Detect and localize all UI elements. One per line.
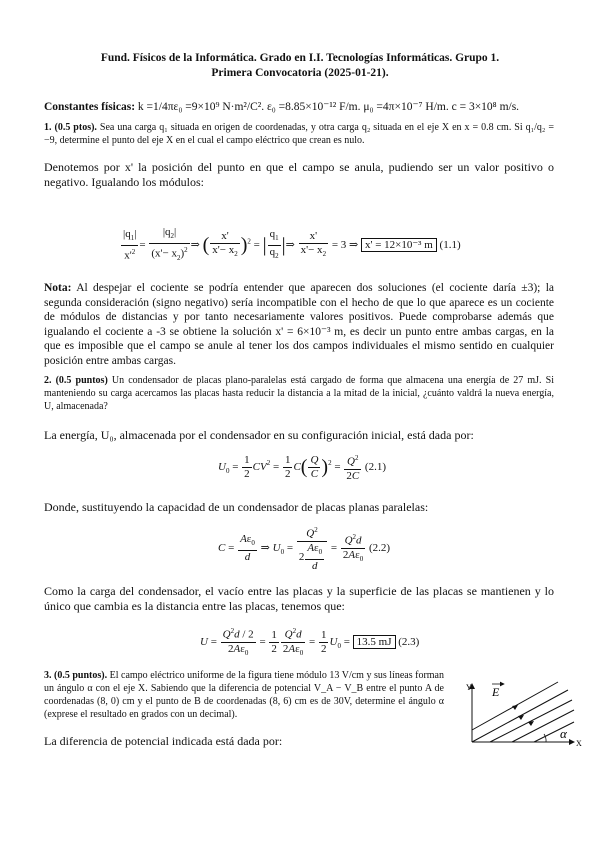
y-axis-label: Y [466, 683, 472, 692]
problem-1-note [44, 281, 554, 369]
equation-2-1: $U_0$ = $\frac{1}{2}$ $CV^2$ = $\frac{1}{2}$ C( $\frac{Q}{C}$ )$^2$ = $\frac{Q^2}{2C}$ (2.1) [218, 453, 386, 482]
problem-1-statement [44, 121, 554, 147]
problem-1-para: Denotemos por x' la posición del punto en que el campo se anula, pudiendo ser un valor positivo o negativo. Igualando los módulos: [44, 160, 554, 189]
problem-3-text: El campo eléctrico uniforme de la figura tiene módulo 13 V/cm y sus líneas forman un ángulo α con el eje X. Sabiendo que la diferencia de potencial V_A − V_B entre el punto A de coordenadas (8, 0) cm y el punto de B de coordenadas (8, 6) cm es de 30V, determine el ángulo α (exprese el resultado en grados con un decimal). [44, 670, 444, 720]
note-label: Nota: [44, 282, 72, 294]
equation-1-1-result: x' = 12×10⁻³ m [361, 238, 437, 252]
equation-1-1: $\frac{|q_1|}{x'^2}$ = $\frac{|q_2|}{(x'- x_2)^2}$ ⇒ ( $\frac{x'}{x'- x_2}$ )$^2$ = | $\frac{q_1}{q_2}$ |⇒ $\frac{x'}{x'- x_2}$ = 3 ⇒ x' = 12×10⁻³ m (1.1) [123, 226, 461, 263]
problem-2-para-1: La energía, U₀, almacenada por el condensador en su configuración inicial, está dada por: [44, 428, 474, 442]
problem-1-text: Sea una carga q₁ situada en origen de coordenadas, y otra carga q₂ situada en el eje X en x = 0.8 cm. Si q₁/q₂ = −9, determine el punto del eje X en el cual el campo eléctrico que crean es nulo. [44, 122, 555, 146]
problem-1-number: 1. (0.5 ptos). [44, 122, 97, 133]
field-arrowhead [518, 715, 524, 720]
problem-2-para-2: Donde, sustituyendo la capacidad de un condensador de placas planas paralelas: [44, 500, 429, 514]
angle-label: α [560, 726, 567, 741]
equation-2-1-tag: (2.1) [364, 460, 386, 473]
equation-2-3-result: 13.5 mJ [353, 635, 396, 649]
problem-2-number: 2. (0.5 puntos) [44, 375, 108, 386]
problem-3-para-1: La diferencia de potencial indicada está dada por: [44, 734, 283, 748]
constants-text: k =1/4πε₀ =9×10⁹ N·m²/C². ε₀ =8.85×10⁻¹² F/m. μ₀ =4π×10⁻⁷ H/m. c = 3×10⁸ m/s. [137, 101, 520, 113]
problem-2-para-3: Como la carga del condensador, el vacío entre las placas y la superficie de las placas se mantienen y lo único que cambia es la distancia entre las placas, tenemos que: [44, 584, 554, 613]
x-axis-label: X [576, 739, 582, 748]
equation-1-1-tag: (1.1) [439, 239, 461, 252]
field-line [534, 722, 574, 742]
equation-2-3: U = $\frac{Q^2d / 2}{2A\varepsilon_0}$ = $\frac{1}{2}$ $\frac{Q^2d}{2A\varepsilon_0}$ = $\frac{1}{2}$ $U_0 = 13.5$ mJ (2.3) [200, 627, 420, 657]
field-figure [462, 676, 590, 752]
problem-3-statement [44, 669, 444, 721]
note-text: Al despejar el cociente se podría entender que aparecen dos soluciones (el cociente daría ±3); la segunda consideración (signo negativo) sería incompatible con el hecho de que lo que aparece es un cociente de módulos de distancias y por tanto necesariamente valores positivos. Puede comprobarse además que igualando el cociente a -3 se obtiene la solución x' = 6×10⁻³ m, es decir un punto entre ambas cargas, en la que es imposible que el campo se anule al tener los dos campos individuales el mismo sentido en cualquier posición entre ambas cargas. [44, 282, 555, 367]
problem-2-statement [44, 374, 554, 413]
constants-label: Constantes físicas: [44, 101, 136, 113]
page-title: Fund. Físicos de la Informática. Grado en I.I. Tecnologías Informáticas. Grupo 1. Primera Convocatoria (2025-01-21). [100, 52, 500, 79]
equation-2-3-tag: (2.3) [398, 635, 420, 648]
equation-2-2-tag: (2.2) [369, 541, 391, 554]
equation-2-2: C = $\frac{A\varepsilon_0}{d}$ ⇒ $U_0$ = $Q^2$ 2 $\frac{A\varepsilon_0}{d}$ = $\frac{Q^2d}{2A\varepsilon_0}$ (2.2) [218, 526, 391, 572]
angle-arc [544, 734, 546, 742]
field-label: E [492, 685, 500, 699]
problem-3-number: 3. (0.5 puntos). [44, 670, 108, 681]
problem-2-text: Un condensador de placas plano-paralelas está cargado de forma que almacena una energía de 27 mJ. Si manteniendo su carga acercamos las placas hasta reducir la distancia a la mitad de la inicial, ¿cuánto valdrá la nueva energía, U, almacenada? [44, 375, 554, 412]
constants-line [44, 99, 519, 113]
